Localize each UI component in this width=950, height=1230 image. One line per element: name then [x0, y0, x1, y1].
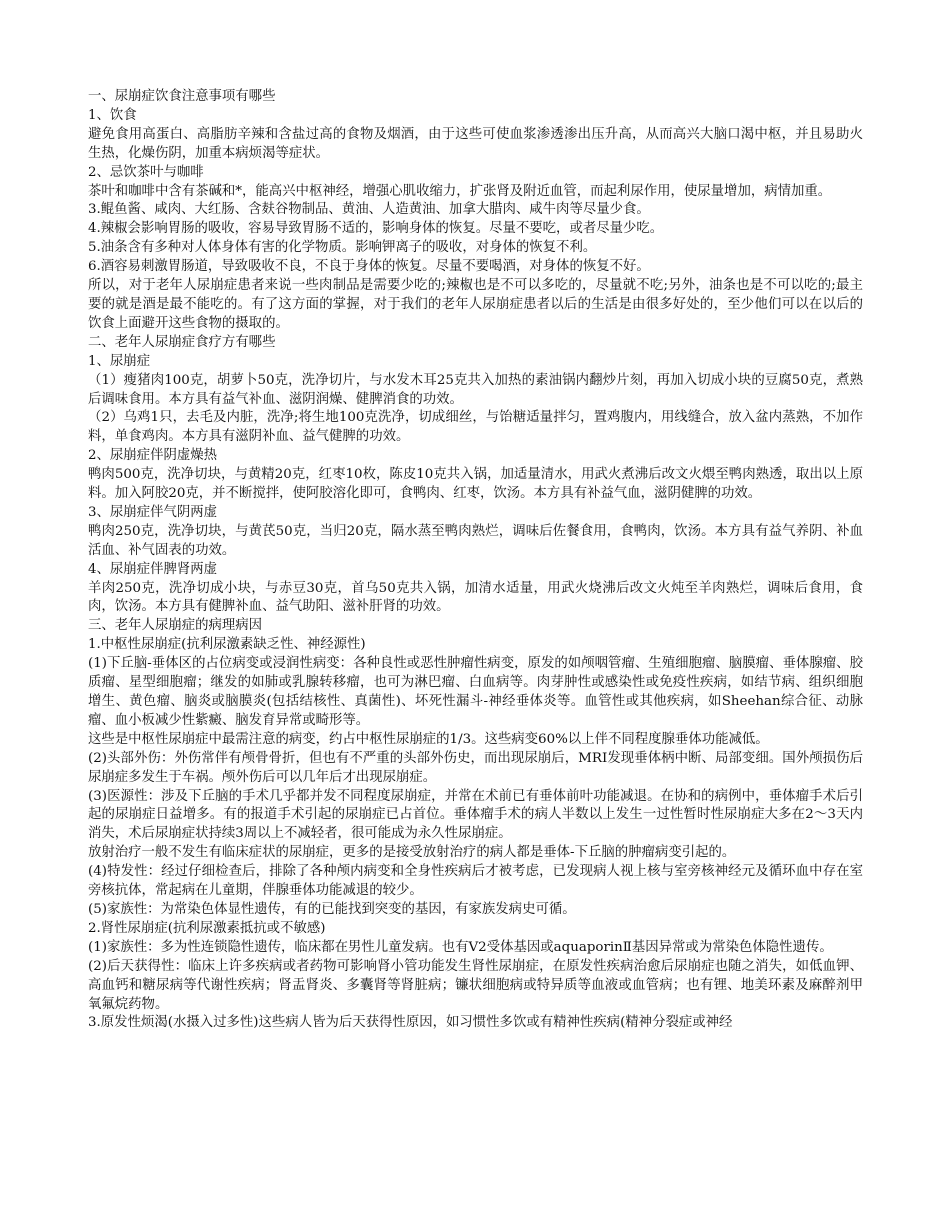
subsection-heading: 2、尿崩症伴阴虚燥热 — [88, 448, 218, 464]
section-heading: 一、尿崩症饮食注意事项有哪些 — [88, 89, 276, 104]
section-heading: 二、老年人尿崩症食疗方有哪些 — [88, 334, 276, 350]
body-paragraph: (1)下丘脑-垂体区的占位病变或浸润性病变：各种良性或恶性肿瘤性病变，原发的如颅咽管瘤、生殖细胞瘤、脑膜瘤、垂体腺瘤、胶质瘤、星型细胞瘤；继发的如肺或乳腺转移瘤，也可为淋巴瘤、白血病等。肉芽肿性或感染性或免疫性疾病，如结节病、组织细胞增生、黄色瘤、脑炎或脑膜炎(包括结核性、真菌性)、坏死性漏斗-神经垂体炎等。血管性或其他疾病，如Sheehan综合征、动脉瘤、血小板减少性紫癜、脑发育异常或畸形等。 — [88, 656, 863, 728]
body-paragraph: 这些是中枢性尿崩症中最需注意的病变，约占中枢性尿崩症的1/3。这些病变60%以上伴不同程度腺垂体功能减低。 — [88, 731, 769, 747]
subsection-heading: 1.中枢性尿崩症(抗利尿激素缺乏性、神经源性) — [88, 637, 366, 653]
body-paragraph: (1)家族性：多为性连锁隐性遗传，临床都在男性儿童发病。也有V2受体基因或aquaporinⅡ基因异常或为常染色体隐性遗传。 — [88, 939, 833, 955]
recipe-paragraph: （2）乌鸡1只，去毛及内脏，洗净;将生地100克洗净，切成细丝，与饴糖适量拌匀，置鸡腹内，用线缝合，放入盆内蒸熟，不加作料，单食鸡肉。本方具有滋阴补血、益气健脾的功效。 — [88, 410, 863, 445]
subsection-heading: 2.肾性尿崩症(抗利尿激素抵抗或不敏感) — [88, 920, 326, 936]
recipe-paragraph: 羊肉250克，洗净切成小块，与赤豆30克，首乌50克共入锅，加清水适量，用武火烧沸后改文火炖至羊肉熟烂，调味后食用，食肉，饮汤。本方具有健脾补血、益气助阳、滋补肝肾的功效。 — [88, 580, 863, 615]
body-paragraph: 3.原发性烦渴(水摄入过多性)这些病人皆为后天获得性原因，如习惯性多饮或有精神性疾病(精神分裂症或神经 — [88, 1015, 733, 1031]
subsection-heading: 4、尿崩症伴脾肾两虚 — [88, 561, 218, 577]
list-item: 3.鲲鱼酱、咸肉、大红肠、含麸谷物制品、黄油、人造黄油、加拿大腊肉、咸牛肉等尽量少食。 — [88, 202, 650, 218]
body-paragraph: (4)特发性：经过仔细检查后，排除了各种颅内病变和全身性疾病后才被考虑，已发现病人视上核与室旁核神经元及循环血中存在室旁核抗体，常起病在儿童期，伴腺垂体功能减退的较少。 — [88, 864, 863, 899]
document-page — [88, 88, 863, 1033]
body-paragraph: (2)后天获得性：临床上许多疾病或者药物可影响肾小管功能发生肾性尿崩症，在原发性疾病治愈后尿崩症也随之消失，如低血钾、高血钙和糖尿病等代谢性疾病；肾盂肾炎、多囊肾等肾脏病；镰状细胞病或特异质等血液或血管病；也有锂、地美环素及麻醉剂甲氧氟烷药物。 — [88, 958, 863, 1012]
recipe-paragraph: 鸭肉500克，洗净切块，与黄精20克，红枣10枚，陈皮10克共入锅，加适量清水，用武火煮沸后改文火煨至鸭肉熟透，取出以上原料。加入阿胶20克，并不断搅拌，使阿胶溶化即可，食鸭肉、红枣，饮汤。本方具有补益气血，滋阴健脾的功效。 — [88, 467, 863, 502]
list-item: 4.辣椒会影响胃肠的吸收，容易导致胃肠不适的，影响身体的恢复。尽量不要吃，或者尽量少吃。 — [88, 221, 664, 237]
list-item: 6.酒容易刺激胃肠道，导致吸收不良，不良于身体的恢复。尽量不要喝酒，对身体的恢复不好。 — [88, 259, 650, 275]
body-paragraph: 茶叶和咖啡中含有茶碱和*，能高兴中枢神经，增强心肌收缩力，扩张肾及附近血管，而起利尿作用，使尿量增加，病情加重。 — [88, 183, 832, 199]
subsection-heading: 3、尿崩症伴气阴两虚 — [88, 504, 218, 520]
list-item: 5.油条含有多种对人体身体有害的化学物质。影响钾离子的吸收，对身体的恢复不利。 — [88, 240, 597, 256]
subsection-heading: 1、饮食 — [88, 107, 137, 123]
body-paragraph: (2)头部外伤：外伤常伴有颅骨骨折，但也有不严重的头部外伤史，而出现尿崩后，MRI发现垂体柄中断、局部变细。国外颅损伤后尿崩症多发生于车祸。颅外伤后可以几年后才出现尿崩症。 — [88, 750, 863, 785]
section-heading: 三、老年人尿崩症的病理病因 — [88, 618, 263, 634]
recipe-paragraph: 鸭肉250克，洗净切块，与黄芪50克，当归20克，隔水蒸至鸭肉熟烂，调味后佐餐食用，食鸭肉，饮汤。本方具有益气养阴、补血活血、补气固表的功效。 — [88, 523, 863, 558]
body-paragraph: 避免食用高蛋白、高脂肪辛辣和含盐过高的食物及烟酒，由于这些可使血浆渗透渗出压升高，从而高兴大脑口渴中枢，并且易助火生热，化燥伤阴，加重本病烦渴等症状。 — [88, 126, 863, 161]
subsection-heading: 2、忌饮茶叶与咖啡 — [88, 164, 204, 180]
body-paragraph: (3)医源性：涉及下丘脑的手术几乎都并发不同程度尿崩症，并常在术前已有垂体前叶功能减退。在协和的病例中，垂体瘤手术后引起的尿崩症日益增多。有的报道手术引起的尿崩症已占首位。垂体瘤手术的病人半数以上发生一过性暂时性尿崩症大多在2～3天内消失，术后尿崩症状持续3周以上不减轻者，很可能成为永久性尿崩症。 — [88, 788, 863, 842]
body-paragraph: 放射治疗一般不发生有临床症状的尿崩症，更多的是接受放射治疗的病人都是垂体-下丘脑的肿瘤病变引起的。 — [88, 845, 736, 861]
body-paragraph: 所以，对于老年人尿崩症患者来说一些肉制品是需要少吃的;辣椒也是不可以多吃的，尽量就不吃;另外，油条也是不可以吃的;最主要的就是酒是最不能吃的。有了这方面的掌握，对于我们的老年人尿崩症患者以后的生活是由很多好处的，至少他们可以在以后的饮食上面避开这些食物的摄取的。 — [88, 278, 863, 331]
recipe-paragraph: （1）瘦猪肉100克，胡萝卜50克，洗净切片，与水发木耳25克共入加热的素油锅内翻炒片刻，再加入切成小块的豆腐50克，煮熟后调味食用。本方具有益气补血、滋阴润燥、健脾消食的功效。 — [88, 372, 863, 407]
body-paragraph: (5)家族性：为常染色体显性遗传，有的已能找到突变的基因，有家族发病史可循。 — [88, 901, 576, 917]
subsection-heading: 1、尿崩症 — [88, 353, 151, 369]
